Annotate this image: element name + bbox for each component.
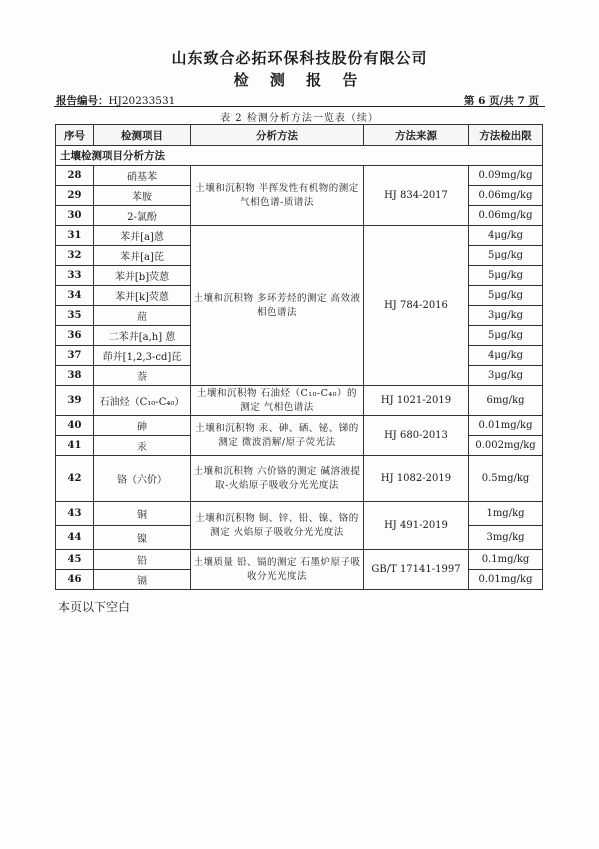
row-source: HJ 1021-2019	[364, 386, 469, 416]
row-item: 䓛	[94, 306, 191, 326]
row-item: 硝基苯	[94, 166, 191, 186]
row-item: 石油烃（C₁₀-C₄₀）	[94, 386, 191, 416]
row-source: HJ 834-2017	[364, 166, 469, 226]
row-limit: 6mg/kg	[469, 386, 543, 416]
table-caption: 表 2 检测分析方法一览表（续）	[220, 113, 379, 124]
row-source: GB/T 17141-1997	[364, 550, 469, 590]
report-number-value: HJ20233531	[108, 95, 176, 107]
table-row	[56, 386, 543, 416]
header-limit: 方法检出限	[469, 125, 543, 146]
row-limit: 0.1mg/kg	[469, 550, 543, 570]
row-no: 29	[56, 186, 94, 206]
row-limit: 0.01mg/kg	[469, 570, 543, 590]
row-limit: 0.01mg/kg	[469, 416, 543, 436]
row-no: 45	[56, 550, 94, 570]
table-row	[56, 166, 543, 186]
row-limit: 0.06mg/kg	[469, 186, 543, 206]
row-no: 42	[56, 456, 94, 502]
row-no: 43	[56, 502, 94, 526]
row-no: 41	[56, 436, 94, 456]
row-item: 镍	[94, 526, 191, 550]
row-limit: 1mg/kg	[469, 502, 543, 526]
row-no: 28	[56, 166, 94, 186]
row-method: 土壤和沉积物 铜、锌、铅、镍、铬的测定 火焰原子吸收分光光度法	[191, 502, 364, 550]
row-limit: 4μg/kg	[469, 346, 543, 366]
row-no: 31	[56, 226, 94, 246]
company-name: 山东致合必拓环保科技股份有限公司	[171, 49, 428, 67]
row-method: 土壤和沉积物 六价铬的测定 碱溶液提取-火焰原子吸收分光光度法	[191, 456, 364, 502]
blank-below-note: 本页以下空白	[58, 600, 131, 614]
row-limit: 5μg/kg	[469, 246, 543, 266]
row-no: 34	[56, 286, 94, 306]
row-no: 32	[56, 246, 94, 266]
row-limit: 5μg/kg	[469, 266, 543, 286]
row-method: 土壤和沉积物 汞、砷、硒、铋、锑的测定 微波消解/原子荧光法	[191, 416, 364, 456]
table-row	[56, 502, 543, 526]
row-method: 土壤和沉积物 多环芳烃的测定 高效液相色谱法	[191, 226, 364, 386]
row-method: 土壤和沉积物 半挥发性有机物的测定 气相色谱-质谱法	[191, 166, 364, 226]
row-item: 2-氯酚	[94, 206, 191, 226]
row-no: 33	[56, 266, 94, 286]
row-method: 土壤和沉积物 石油烃（C₁₀-C₄₀）的测定 气相色谱法	[191, 386, 364, 416]
row-limit: 3μg/kg	[469, 306, 543, 326]
row-item: 铬（六价）	[94, 456, 191, 502]
row-no: 38	[56, 366, 94, 386]
row-item: 汞	[94, 436, 191, 456]
row-no: 46	[56, 570, 94, 590]
table-row	[56, 416, 543, 436]
row-item: 苯胺	[94, 186, 191, 206]
row-item: 茚并[1,2,3-cd]芘	[94, 346, 191, 366]
row-limit: 0.5mg/kg	[469, 456, 543, 502]
row-item: 苯并[a]芘	[94, 246, 191, 266]
method-table	[55, 124, 543, 590]
row-no: 40	[56, 416, 94, 436]
row-no: 44	[56, 526, 94, 550]
table-row	[56, 226, 543, 246]
row-limit: 0.002mg/kg	[469, 436, 543, 456]
row-source: HJ 491-2019	[364, 502, 469, 550]
row-method: 土壤质量 铅、镉的测定 石墨炉原子吸收分光光度法	[191, 550, 364, 590]
table-row	[56, 550, 543, 570]
row-item: 铜	[94, 502, 191, 526]
row-no: 39	[56, 386, 94, 416]
header-no: 序号	[56, 125, 94, 146]
row-limit: 5μg/kg	[469, 286, 543, 306]
row-limit: 0.09mg/kg	[469, 166, 543, 186]
row-item: 萘	[94, 366, 191, 386]
header-rule	[54, 106, 545, 107]
row-item: 铅	[94, 550, 191, 570]
header-item: 检测项目	[94, 125, 191, 146]
report-title: 检 测 报 告	[233, 71, 366, 89]
table-row	[56, 456, 543, 502]
row-no: 35	[56, 306, 94, 326]
row-item: 砷	[94, 416, 191, 436]
row-item: 苯并[b]荧蒽	[94, 266, 191, 286]
row-item: 苯并[k]荧蒽	[94, 286, 191, 306]
row-no: 30	[56, 206, 94, 226]
row-limit: 0.06mg/kg	[469, 206, 543, 226]
header-source: 方法来源	[364, 125, 469, 146]
row-item: 二苯并[a,h] 蒽	[94, 326, 191, 346]
row-no: 37	[56, 346, 94, 366]
row-limit: 4μg/kg	[469, 226, 543, 246]
row-limit: 5μg/kg	[469, 326, 543, 346]
row-item: 镉	[94, 570, 191, 590]
row-item: 苯并[a]蒽	[94, 226, 191, 246]
row-limit: 3μg/kg	[469, 366, 543, 386]
section-title: 土壤检测项目分析方法	[56, 146, 543, 166]
row-limit: 3mg/kg	[469, 526, 543, 550]
row-source: HJ 784-2016	[364, 226, 469, 386]
row-no: 36	[56, 326, 94, 346]
header-method: 分析方法	[191, 125, 364, 146]
row-source: HJ 1082-2019	[364, 456, 469, 502]
page-number: 第 6 页/共 7 页	[463, 95, 539, 107]
report-number-label: 报告编号：	[56, 95, 109, 107]
row-source: HJ 680-2013	[364, 416, 469, 456]
